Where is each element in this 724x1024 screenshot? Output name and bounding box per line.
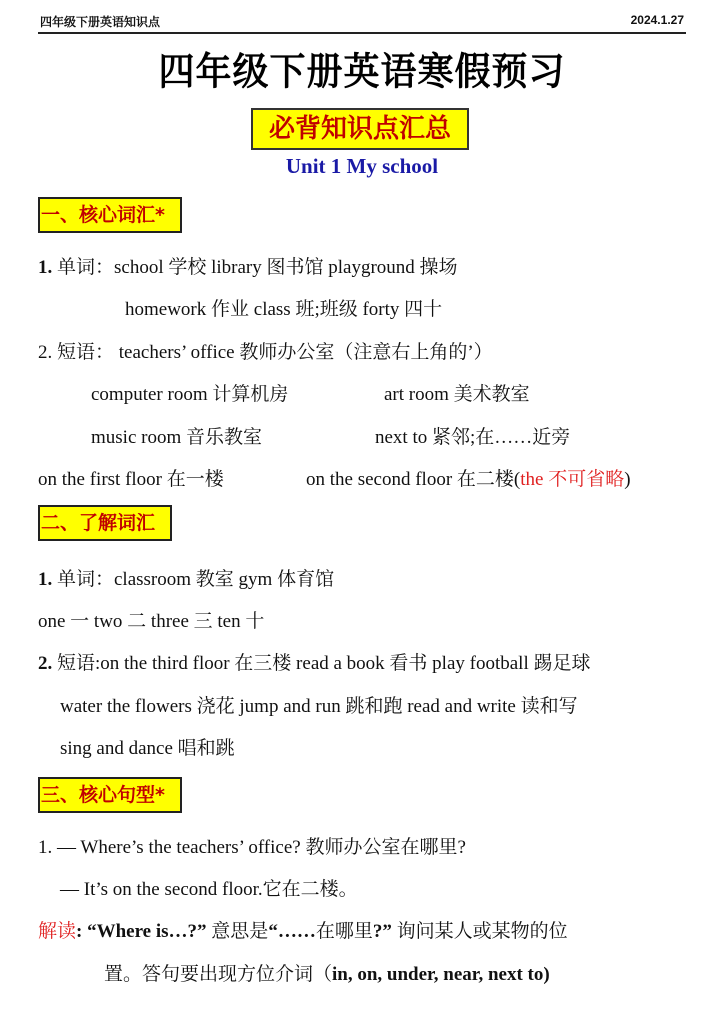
phrase-first-floor: on the first floor 在一楼 — [38, 469, 224, 490]
sentence-answer: — It’s on the second floor.它在二楼。 — [60, 879, 358, 900]
sentence-question: 1. — Where’s the teachers’ office? 教师办公室在哪里? — [38, 837, 466, 858]
line-text: 单词：school 学校 library 图书馆 playground 操场 — [52, 257, 458, 278]
header-left-title: 四年级下册英语知识点 — [40, 15, 161, 29]
line-text: on the second floor 在二楼( — [306, 469, 521, 490]
page-title: 四年级下册英语寒假预习 — [158, 51, 566, 95]
line-text: 短语： teachers’ office 教师办公室（注意右上角的’） — [52, 342, 493, 363]
section-heading-know-vocab: 二、了解词汇 — [38, 505, 172, 541]
vocab-words-line-2: homework 作业 class 班;班级 forty 四十 — [125, 299, 443, 320]
item-number: 2. — [38, 653, 53, 674]
explanation-line-2 — [104, 959, 550, 986]
note-text: the 不可省略 — [520, 469, 625, 490]
meaning-text-3: 询问某人或某物的位 — [391, 921, 568, 942]
know-phrases-line-2: water the flowers 浇花 jump and run 跳和跑 read and write 读和写 — [60, 696, 578, 717]
unit-heading: Unit 1 My school — [285, 154, 439, 178]
phrase-computer-room: computer room 计算机房 — [91, 384, 289, 405]
line-text: 短语:on the third floor 在三楼 read a book 看书 play football 踢足球 — [52, 653, 591, 674]
section-heading-core-vocab: 一、核心词汇* — [38, 197, 182, 233]
section-heading-core-sentences: 三、核心句型* — [38, 777, 182, 813]
header-date: 2024.1.27 — [630, 13, 684, 27]
phrases-line-1 — [38, 337, 493, 364]
meaning-text: 意思是 — [206, 921, 269, 942]
meaning-text: 置。答句要出现方位介词（ — [104, 964, 333, 985]
explanation-label: 解读 — [38, 921, 77, 942]
pattern-text: : “Where is…?” — [76, 921, 207, 942]
know-phrases-line-1 — [38, 648, 591, 675]
phrase-next-to: next to 紧邻;在……近旁 — [375, 427, 571, 448]
phrase-second-floor — [306, 464, 631, 491]
know-words-line-1 — [38, 564, 334, 591]
close-paren: ) — [624, 469, 631, 490]
header-divider — [38, 32, 686, 34]
phrase-music-room: music room 音乐教室 — [91, 427, 262, 448]
meaning-text-2: 在哪里 — [315, 921, 373, 942]
vocab-words-line-1 — [38, 252, 458, 279]
item-number: 1. — [38, 569, 53, 590]
quote-open: “…… — [268, 921, 316, 942]
item-number: 2. — [38, 342, 53, 363]
phrase-art-room: art room 美术教室 — [384, 384, 530, 405]
know-phrases-line-3: sing and dance 唱和跳 — [60, 738, 235, 759]
prepositions-list: in, on, under, near, next to) — [332, 964, 550, 985]
numbers-line: one 一 two 二 three 三 ten 十 — [38, 611, 265, 632]
quote-close: ?” — [372, 921, 392, 942]
line-text: 单词：classroom 教室 gym 体育馆 — [52, 569, 335, 590]
explanation-line-1 — [38, 916, 568, 943]
item-number: 1. — [38, 257, 53, 278]
subtitle-box: 必背知识点汇总 — [251, 108, 469, 150]
